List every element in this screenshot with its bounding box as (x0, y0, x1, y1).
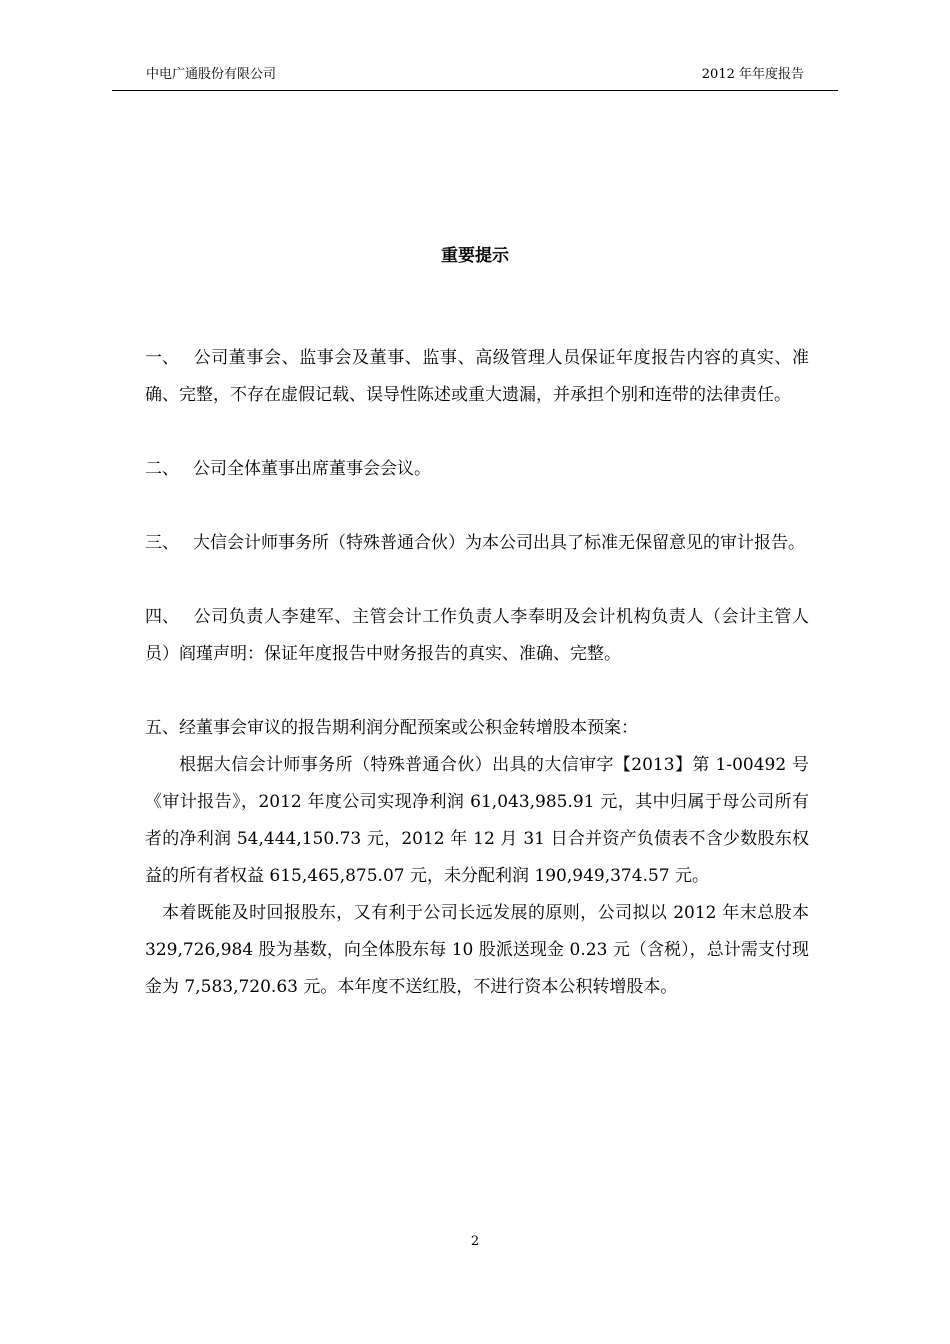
page-number: 2 (470, 1234, 480, 1249)
item-number: 四、 (145, 607, 179, 627)
notice-item-2 (145, 451, 809, 488)
notice-item-3 (145, 525, 809, 562)
item-text: 公司全体董事出席董事会会议。 (193, 459, 431, 479)
profit-distribution-paragraph-1: 根据大信会计师事务所（特殊普通合伙）出具的大信审字【2013】第 1-00492 号《审计报告》，2012 年度公司实现净利润 61,043,985.91 元，其中归属于母公司所有者的净利润 54,444,150.73 元，2012 年 12 月 31 日合并资产负债表不含少数股东权益的所有者权益 615,465,875.07 元，未分配利润 190,949,374.57 元。 (145, 755, 809, 886)
notice-item-1 (145, 340, 809, 414)
item-text: 公司负责人李建军、主管会计工作负责人李奉明及会计机构负责人（会计主管人员）阎瑾声明：保证年度报告中财务报告的真实、准确、完整。 (145, 607, 809, 664)
item-text: 公司董事会、监事会及董事、监事、高级管理人员保证年度报告内容的真实、准确、完整，不存在虚假记载、误导性陈述或重大遗漏，并承担个别和连带的法律责任。 (145, 348, 809, 405)
profit-distribution-paragraph-2: 本着既能及时回报股东，又有利于公司长远发展的原则，公司拟以 2012 年末总股本 329,726,984 股为基数，向全体股东每 10 股派送现金 0.23 元（含税），总计需支付现金为 7,583,720.63 元。本年度不送红股，不进行资本公积转增股本。 (145, 903, 809, 997)
notice-item-4 (145, 599, 809, 673)
item-number: 三、 (145, 533, 179, 553)
item-number: 二、 (145, 459, 179, 479)
notice-item-5-heading: 五、经董事会审议的报告期利润分配预案或公积金转增股本预案： (145, 718, 638, 738)
notice-body (145, 340, 809, 1006)
header-report-title: 2012 年年度报告 (701, 67, 804, 82)
header-company-name: 中电广通股份有限公司 (146, 67, 277, 82)
page-title: 重要提示 (441, 246, 509, 266)
item-number: 一、 (145, 348, 179, 368)
page-header (112, 66, 838, 91)
item-text: 大信会计师事务所（特殊普通合伙）为本公司出具了标准无保留意见的审计报告。 (193, 533, 805, 553)
